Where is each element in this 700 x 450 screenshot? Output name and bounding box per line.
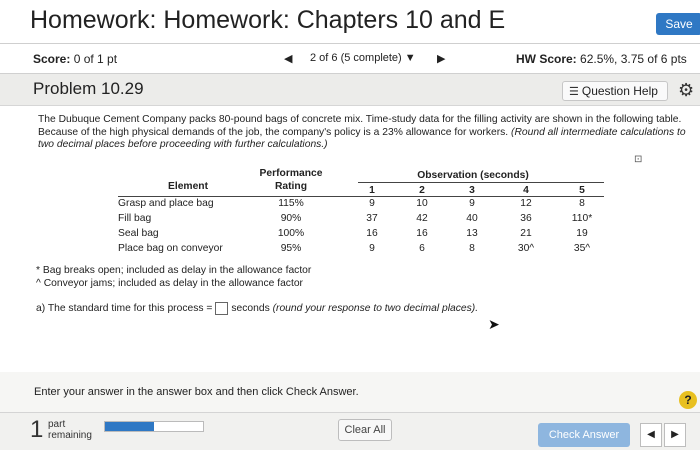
table-cell: 16 xyxy=(416,228,428,239)
problem-text-italic: (Round all intermediate calculations to two decimal places before proceeding with further calculations.) xyxy=(38,126,686,150)
answer-input[interactable] xyxy=(215,302,228,315)
question-a xyxy=(36,302,478,315)
previous-button[interactable]: ◀ xyxy=(640,423,662,447)
clear-all-button[interactable]: Clear All xyxy=(338,419,392,441)
list-icon: ☰ xyxy=(569,86,579,98)
page-title: Homework: Homework: Chapters 10 and E xyxy=(30,6,506,34)
table-cell: 37 xyxy=(366,213,378,224)
parts-remaining-count: 1 xyxy=(30,416,44,443)
table-cell: 9 xyxy=(369,243,375,254)
instruction-area xyxy=(0,372,700,412)
hw-score xyxy=(516,52,687,66)
table-header-rule xyxy=(118,196,604,197)
score xyxy=(33,52,117,66)
score-label: Score: xyxy=(33,52,71,66)
question-a-rounding-note: (round your response to two decimal places). xyxy=(272,303,479,315)
table-cell: 8 xyxy=(469,243,475,254)
table-cell: 9 xyxy=(369,198,375,209)
problem-title: Problem 10.29 xyxy=(33,79,144,98)
time-study-table xyxy=(118,166,604,256)
table-cell: 13 xyxy=(466,228,478,239)
previous-question-icon[interactable]: ◀ xyxy=(284,53,293,65)
enter-answer-instruction: Enter your answer in the answer box and then click Check Answer. xyxy=(34,386,359,398)
question-help-label: Question Help xyxy=(581,84,658,98)
bottom-bar xyxy=(0,412,700,450)
hw-score-label: HW Score: xyxy=(516,52,577,66)
expand-table-icon[interactable]: ⊡ xyxy=(634,154,643,165)
table-cell: 16 xyxy=(366,228,378,239)
table-cell: 10 xyxy=(416,198,428,209)
score-value: 0 of 1 pt xyxy=(73,52,118,66)
table-cell: 35^ xyxy=(573,243,591,254)
table-row-element: Place bag on conveyor xyxy=(118,243,223,254)
col-header-observation: Observation (seconds) xyxy=(417,170,529,181)
col-header-obs-4: 4 xyxy=(523,185,529,196)
table-cell: 12 xyxy=(520,198,532,209)
parts-progress-fill xyxy=(105,422,154,431)
problem-statement xyxy=(38,114,693,152)
score-bar xyxy=(0,44,700,74)
gear-icon[interactable]: ⚙ xyxy=(678,80,695,100)
parts-progress-bar xyxy=(104,421,204,432)
problem-content xyxy=(0,106,700,396)
col-header-obs-5: 5 xyxy=(579,185,585,196)
table-row-element: Grasp and place bag xyxy=(118,198,214,209)
table-cell: 40 xyxy=(466,213,478,224)
col-header-obs-1: 1 xyxy=(369,185,375,196)
observation-header-rule xyxy=(358,182,604,183)
title-bar xyxy=(0,0,700,44)
footnote-conveyor-jams: ^ Conveyor jams; included as delay in the allowance factor xyxy=(36,278,303,289)
question-a-suffix: seconds xyxy=(231,303,273,315)
table-row-rating: 100% xyxy=(277,228,305,239)
hw-score-value: 62.5%, 3.75 of 6 pts xyxy=(580,52,687,66)
table-cell: 8 xyxy=(579,198,585,209)
parts-remaining-label xyxy=(48,419,92,441)
table-row-rating: 115% xyxy=(278,198,304,209)
question-a-prefix: a) The standard time for this process = xyxy=(36,303,213,315)
table-cell: 9 xyxy=(469,198,475,209)
table-row-rating: 90% xyxy=(280,213,302,224)
table-cell: 19 xyxy=(576,228,588,239)
question-help-button[interactable] xyxy=(562,81,668,101)
col-header-obs-3: 3 xyxy=(469,185,475,196)
table-cell: 36 xyxy=(520,213,532,224)
table-cell: 30^ xyxy=(517,243,535,254)
check-answer-button[interactable]: Check Answer xyxy=(538,423,630,447)
col-header-element: Element xyxy=(167,181,209,192)
table-cell: 110* xyxy=(571,213,593,224)
help-icon[interactable]: ? xyxy=(679,391,697,409)
next-question-icon[interactable]: ▶ xyxy=(437,53,446,65)
problem-bar xyxy=(0,74,700,106)
part-label-line2: remaining xyxy=(48,430,92,441)
table-row-element: Fill bag xyxy=(118,213,152,224)
table-row-rating: 95% xyxy=(280,243,302,254)
part-label-line1: part xyxy=(48,419,66,430)
table-footnotes xyxy=(36,264,311,290)
mouse-cursor-icon: ➤ xyxy=(488,316,500,332)
table-row-element: Seal bag xyxy=(118,228,159,239)
col-header-obs-2: 2 xyxy=(419,185,425,196)
table-cell: 6 xyxy=(419,243,425,254)
col-header-performance: Performance xyxy=(259,168,323,179)
footnote-bag-breaks: * Bag breaks open; included as delay in the allowance factor xyxy=(36,265,312,276)
table-cell: 42 xyxy=(416,213,428,224)
save-button[interactable]: Save xyxy=(656,13,700,35)
col-header-rating: Rating xyxy=(274,181,308,192)
problem-text-main: The Dubuque Cement Company packs 80-pound bags of concrete mix. Time-study data for the filling activity are shown in the following table. Because of the high physical demands of the job, the company's policy is a 23% allowance for workers. xyxy=(38,114,682,138)
next-button[interactable]: ▶ xyxy=(664,423,686,447)
question-progress-dropdown[interactable]: 2 of 6 (5 complete) ▼ xyxy=(310,52,416,64)
table-cell: 21 xyxy=(520,228,532,239)
